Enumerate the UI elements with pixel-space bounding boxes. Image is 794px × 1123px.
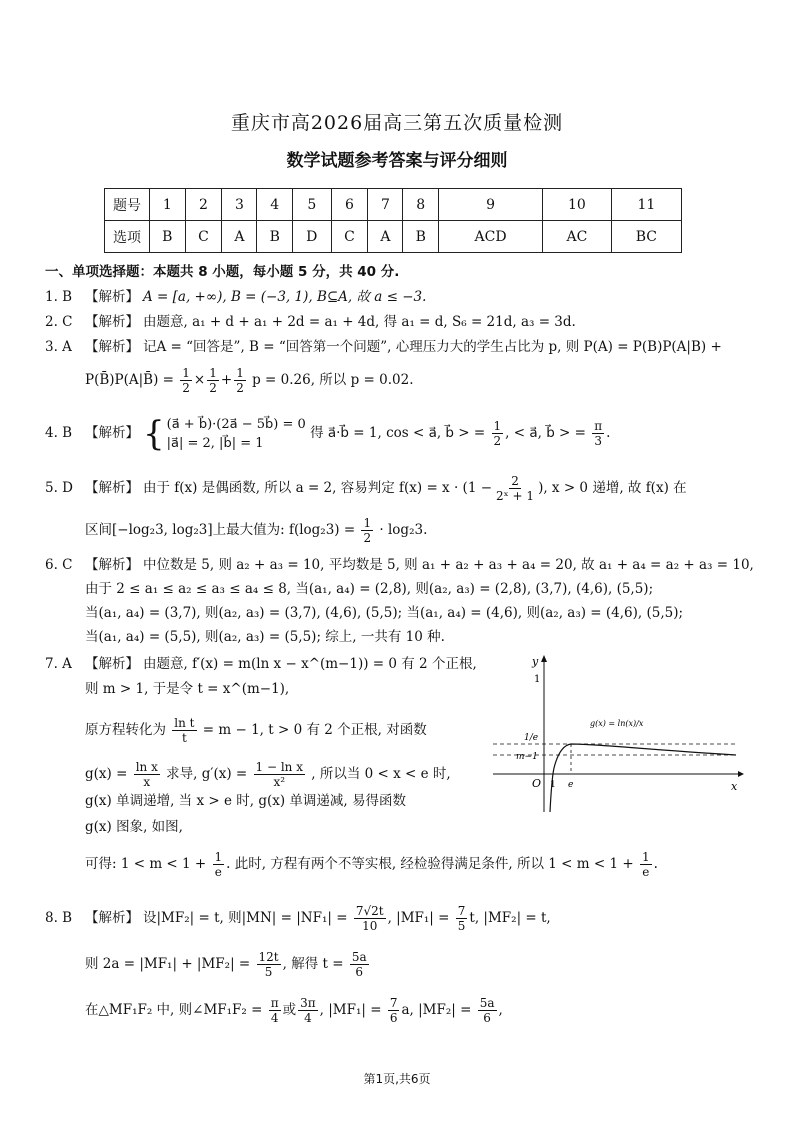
numerator: 5a <box>479 996 495 1010</box>
q8-line2 <box>85 950 371 979</box>
q6-line1 <box>45 556 754 574</box>
fraction <box>354 904 386 933</box>
fraction <box>134 760 160 789</box>
numerator: 7 <box>389 996 398 1010</box>
answer-cell: C <box>331 221 368 253</box>
q6-tag: 【解析】 <box>85 557 139 573</box>
answer-cell: A <box>368 221 403 253</box>
question-number: 4 <box>257 189 293 221</box>
denominator: t <box>181 731 187 745</box>
q8-text-line1-pre: 设|MF₂| = t, 则|MN| = |NF₁| = <box>143 910 348 926</box>
q7-line2: 则 m > 1, 于是令 t = x^(m−1), <box>85 681 290 697</box>
answer-table-answer-row <box>105 221 682 253</box>
q6-line4: 当(a₁, a₄) = (5,5), 则(a₂, a₃) = (5,5); 综上, 一共有 10 种. <box>85 629 445 645</box>
operator: × <box>193 372 206 388</box>
q7-text-line3-post: = m − 1, t > 0 有 2 个正根, 对函数 <box>202 722 427 738</box>
system-eq2: |a⃗| = 2, |b⃗| = 1 <box>166 435 264 451</box>
answer-cell: D <box>293 221 332 253</box>
numerator: π <box>594 419 603 433</box>
fraction <box>213 850 225 879</box>
denominator: 2 <box>363 531 372 545</box>
curve-label: g(x) = ln(x)/x <box>590 719 644 728</box>
q8-text-line2-mid: , 解得 t = <box>282 956 344 972</box>
q3-tag: 【解析】 <box>85 339 139 355</box>
system-eq1: (a⃗ + b⃗)·(2a⃗ − 5b⃗) = 0 <box>166 416 306 432</box>
tick-e: e <box>568 780 574 790</box>
q8-tag: 【解析】 <box>85 910 139 926</box>
q1-tag: 【解析】 <box>85 289 139 305</box>
q4-text-mid: 得 a⃗·b⃗ = 1, cos < a⃗, b⃗ > = <box>310 425 486 441</box>
fraction <box>492 419 504 448</box>
q6-line2: 由于 2 ≤ a₁ ≤ a₂ ≤ a₃ ≤ a₄ ≤ 8, 当(a₁, a₄) = (2,8), 则(a₂, a₃) = (2,8), (3,7), (4,6), (5,5); <box>85 581 654 597</box>
fraction <box>592 419 604 448</box>
paren-open: (1 − <box>462 480 493 496</box>
denominator: 3 <box>594 434 603 448</box>
section-heading: 一、单项选择题：本题共 8 小题，每小题 5 分，共 40 分. <box>45 264 400 280</box>
left-brace: { <box>143 413 165 454</box>
numerator: 1 <box>214 850 223 864</box>
curve-g <box>550 744 736 812</box>
numerator: 1 <box>363 516 372 530</box>
q2-tag: 【解析】 <box>85 314 139 330</box>
q7-line4 <box>85 760 451 789</box>
q7-text-line4-mid: 求导, g′(x) = <box>166 766 248 782</box>
fraction <box>234 366 246 395</box>
q8-text-line3-mid2: a, |MF₂| = <box>401 1002 472 1018</box>
answer-cell: B <box>257 221 293 253</box>
y-axis-arrow <box>541 655 547 662</box>
q5-line1 <box>45 474 687 503</box>
answer-cell: AC <box>543 221 612 253</box>
q7-number: 7. A <box>45 656 72 672</box>
q1-number: 1. B <box>45 289 73 305</box>
q2-number: 2. C <box>45 314 73 330</box>
q2-text: 由题意, a₁ + d + a₁ + 2d = a₁ + 4d, 得 a₁ = d, S₆ = 21d, a₃ = 3d. <box>143 314 576 330</box>
fraction <box>361 516 373 545</box>
denominator: 5 <box>457 919 466 933</box>
numerator: 1 <box>493 419 502 433</box>
fraction <box>478 996 497 1025</box>
numerator: ln t <box>174 716 195 730</box>
fraction <box>254 760 305 789</box>
q4-text-mid2: , < a⃗, b⃗ > = <box>505 425 586 441</box>
fraction <box>494 474 536 503</box>
numerator: 5a <box>351 950 367 964</box>
y-tick-1: 1 <box>534 674 541 685</box>
denominator: 2 <box>493 434 502 448</box>
question-number: 3 <box>222 189 257 221</box>
denominator: 4 <box>304 1011 312 1025</box>
q8-number: 8. B <box>45 910 73 926</box>
denominator: 2 <box>209 381 217 395</box>
q3-number: 3. A <box>45 339 72 355</box>
question-number: 1 <box>150 189 186 221</box>
question-number: 9 <box>439 189 543 221</box>
fraction <box>207 366 219 395</box>
q8-text-line3-post: , <box>498 1002 503 1018</box>
denominator: x² <box>273 775 286 789</box>
tick-1: 1 <box>550 780 556 790</box>
question-number: 5 <box>293 189 332 221</box>
q5-text-line1-pre: 由于 f(x) 是偶函数, 所以 a = 2, 容易判定 f(x) = x · <box>143 480 459 496</box>
operator: + <box>220 372 233 388</box>
q6-number: 6. C <box>45 557 73 573</box>
q7-text-line3-pre: 原方程转化为 <box>85 722 166 738</box>
denominator: 6 <box>483 1011 491 1025</box>
q7-line7 <box>85 850 658 879</box>
q5-text-line2-pre: 区间[−log₂3, log₂3]上最大值为: f(log₂3) = <box>85 522 356 538</box>
denominator: 2ˣ + 1 <box>496 489 535 503</box>
q4-text-end: . <box>606 425 611 441</box>
denominator: 6 <box>389 1011 398 1025</box>
q2-line <box>45 313 576 331</box>
q4-number: 4. B <box>45 425 73 441</box>
page-footer: 第1页,共6页 <box>363 1072 431 1086</box>
answer-cell: B <box>150 221 186 253</box>
denominator: 5 <box>264 965 273 979</box>
q8-text-line3-pre: 在△MF₁F₂ 中, 则∠MF₁F₂ = <box>85 1002 263 1018</box>
numerator: π <box>270 996 279 1010</box>
q5-number: 5. D <box>45 480 73 496</box>
answer-cell: B <box>403 221 439 253</box>
q3-text-pre: P(B̄)P(A|B̄) = <box>85 372 174 388</box>
denominator: 6 <box>355 965 364 979</box>
fraction <box>257 950 281 979</box>
q7-line3 <box>85 716 427 745</box>
numerator: 3π <box>300 996 316 1010</box>
paren-close: ) <box>538 480 544 496</box>
fraction <box>640 850 652 879</box>
answer-cell: ACD <box>439 221 543 253</box>
denominator: x <box>143 775 151 789</box>
q6-line3: 当(a₁, a₄) = (3,7), 则(a₂, a₃) = (3,7), (4,6), (5,5); 当(a₁, a₄) = (4,6), 则(a₂, a₃) = (4,6), (5,5); <box>85 605 684 621</box>
denominator: e <box>214 865 222 879</box>
answer-cell: C <box>185 221 222 253</box>
q7-text-line4-post: , 所以当 0 < x < e 时, <box>311 766 451 782</box>
question-number: 7 <box>368 189 403 221</box>
q7-text-line7-post: . <box>653 856 658 872</box>
denominator: 2 <box>182 381 190 395</box>
fraction <box>456 904 468 933</box>
q7-text-line4-pre: g(x) = <box>85 766 128 782</box>
fraction <box>350 950 369 979</box>
q3-line1 <box>45 338 722 356</box>
numerator: 1 <box>182 366 190 380</box>
q5-tag: 【解析】 <box>85 480 139 496</box>
numerator: 1 − ln x <box>255 760 303 774</box>
numerator: 7√2t <box>355 904 384 918</box>
q6-text-line1: 中位数是 5, 则 a₂ + a₃ = 10, 平均数是 5, 则 a₁ + a₂ + a₃ + a₄ = 20, 故 a₁ + a₄ = a₂ + a₃ = 10, <box>143 557 754 573</box>
q8-text-line1-post: t, |MF₂| = t, <box>469 910 551 926</box>
x-axis-arrow <box>738 771 744 777</box>
tick-1-over-e: 1/e <box>524 733 539 743</box>
denominator: 10 <box>362 919 378 933</box>
q7-line6: g(x) 图象, 如图, <box>85 819 183 835</box>
q4-line <box>45 413 610 453</box>
question-number: 11 <box>611 189 681 221</box>
q1-text: A = [a, +∞), B = (−3, 1), B⊆A, 故 a ≤ −3. <box>143 289 427 305</box>
page-title: 重庆市高2026届高三第五次质量检测 <box>230 112 564 134</box>
numerator: 12t <box>258 950 279 964</box>
q5-line2 <box>85 516 427 545</box>
denominator: e <box>642 865 650 879</box>
numerator: 1 <box>236 366 244 380</box>
fraction <box>180 366 192 395</box>
q4-tag: 【解析】 <box>85 425 139 441</box>
page-subtitle: 数学试题参考答案与评分细则 <box>286 151 508 171</box>
answer-label: 选项 <box>105 221 150 253</box>
numerator: 7 <box>457 904 466 918</box>
answer-cell: BC <box>611 221 681 253</box>
q7-text-line7-pre: 可得: 1 < m < 1 + <box>85 856 207 872</box>
q8-text-line2-pre: 则 2a = |MF₁| + |MF₂| = <box>85 956 251 972</box>
question-number: 6 <box>331 189 368 221</box>
x-axis-label: x <box>731 780 738 793</box>
q8-text-or: 或 <box>282 1002 297 1018</box>
numerator: ln x <box>135 760 158 774</box>
fraction <box>269 996 281 1025</box>
question-number: 2 <box>185 189 222 221</box>
q8-line3 <box>85 996 503 1025</box>
q1-line <box>45 288 426 306</box>
q7-text-line7-mid: . 此时, 方程有两个不等实根, 经检验得满足条件, 所以 1 < m < 1 + <box>226 856 634 872</box>
function-graph <box>488 652 748 817</box>
q5-text-line2-post: · log₂3. <box>379 522 428 538</box>
tick-m-minus-1: m−1 <box>516 752 538 762</box>
q8-line1 <box>45 904 551 933</box>
header-label: 题号 <box>105 189 150 221</box>
answer-table-header-row <box>105 189 682 221</box>
fraction <box>388 996 400 1025</box>
q3-line2 <box>85 366 413 395</box>
q7-line5: g(x) 单调递增, 当 x > e 时, g(x) 单调递减, 易得函数 <box>85 793 406 809</box>
q8-text-line3-mid: , |MF₁| = <box>319 1002 382 1018</box>
answer-table <box>104 188 682 253</box>
q8-text-line1-mid: , |MF₁| = <box>387 910 450 926</box>
q3-text-post: p = 0.26, 所以 p = 0.02. <box>252 372 414 388</box>
q7-line1 <box>45 655 477 673</box>
denominator: 2 <box>236 381 244 395</box>
fraction <box>298 996 318 1025</box>
q7-text-line1: 由题意, f′(x) = m(ln x − x^(m−1)) = 0 有 2 个正根, <box>143 656 477 672</box>
q7-tag: 【解析】 <box>85 656 139 672</box>
numerator: 1 <box>209 366 217 380</box>
equation-system <box>167 415 306 453</box>
denominator: 4 <box>270 1011 279 1025</box>
answer-cell: A <box>222 221 257 253</box>
question-number: 10 <box>543 189 612 221</box>
y-axis-label: y <box>532 655 539 668</box>
question-number: 8 <box>403 189 439 221</box>
fraction <box>172 716 196 745</box>
q5-text-line1-post: , x > 0 递增, 故 f(x) 在 <box>543 480 687 496</box>
numerator: 2 <box>511 474 519 488</box>
origin-label: O <box>532 777 542 790</box>
q3-text-line1: 记A = “回答是”, B = “回答第一个问题”, 心理压力大的学生占比为 p, 则 P(A) = P(B)P(A|B) + <box>143 339 722 355</box>
numerator: 1 <box>641 850 650 864</box>
